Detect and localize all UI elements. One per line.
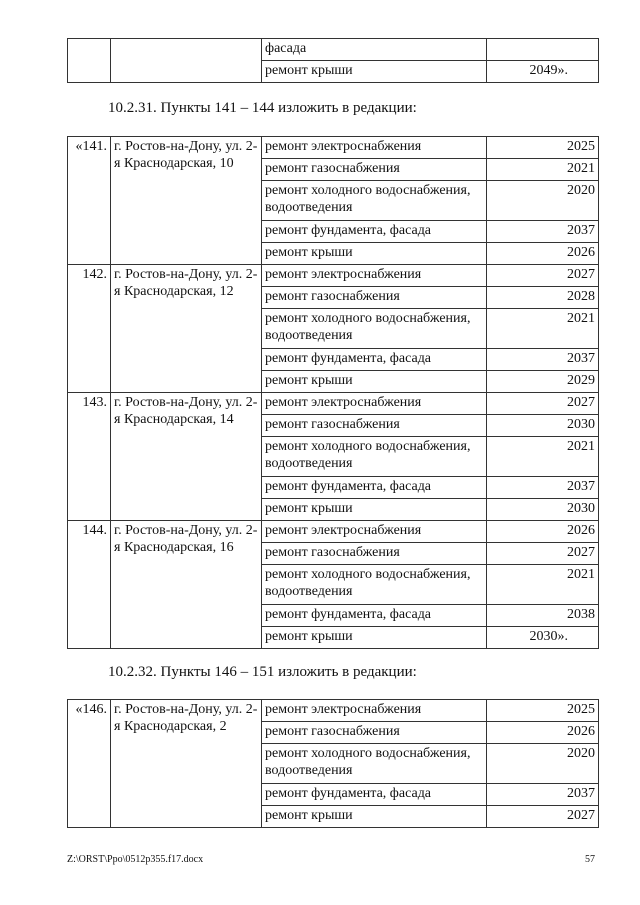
work-year: 2020 bbox=[487, 181, 599, 221]
table-row bbox=[68, 393, 599, 415]
work-year: 2027 bbox=[487, 543, 599, 565]
items-table-141-144 bbox=[67, 136, 599, 649]
work-year: 2027 bbox=[487, 806, 599, 828]
footer-page-number: 57 bbox=[585, 854, 595, 865]
paragraph-10-2-32: 10.2.32. Пункты 146 – 151 изложить в редакции: bbox=[108, 664, 417, 680]
item-address: г. Ростов-на-Дону, ул. 2-я Краснодарская, 10 bbox=[111, 137, 262, 265]
table-row bbox=[68, 137, 599, 159]
work-year: 2028 bbox=[487, 287, 599, 309]
work-year: 2030 bbox=[487, 499, 599, 521]
work-name: ремонт фундамента, фасада bbox=[262, 784, 487, 806]
work-name: ремонт холодного водоснабжения, водоотведения bbox=[262, 181, 487, 221]
work-name: ремонт газоснабжения bbox=[262, 159, 487, 181]
work-year: 2037 bbox=[487, 477, 599, 499]
item-address: г. Ростов-на-Дону, ул. 2-я Краснодарская, 14 bbox=[111, 393, 262, 521]
work-year: 2021 bbox=[487, 437, 599, 477]
items-table-146 bbox=[67, 699, 599, 828]
work-name: ремонт крыши bbox=[262, 243, 487, 265]
work-year: 2021 bbox=[487, 565, 599, 605]
work-cell: фасада bbox=[262, 39, 487, 61]
footer-file-path: Z:\ORST\Ppo\0512p355.f17.docx bbox=[67, 854, 204, 865]
work-name: ремонт крыши bbox=[262, 627, 487, 649]
work-year: 2026 bbox=[487, 521, 599, 543]
work-year: 2021 bbox=[487, 309, 599, 349]
year-cell bbox=[487, 39, 599, 61]
item-number: «141. bbox=[68, 137, 111, 265]
continuation-table bbox=[67, 38, 599, 83]
work-year: 2025 bbox=[487, 700, 599, 722]
work-name: ремонт электроснабжения bbox=[262, 265, 487, 287]
work-year: 2027 bbox=[487, 393, 599, 415]
work-name: ремонт электроснабжения bbox=[262, 700, 487, 722]
paragraph-10-2-31: 10.2.31. Пункты 141 – 144 изложить в редакции: bbox=[108, 100, 417, 116]
work-name: ремонт электроснабжения bbox=[262, 137, 487, 159]
work-name: ремонт холодного водоснабжения, водоотведения bbox=[262, 565, 487, 605]
work-name: ремонт газоснабжения bbox=[262, 415, 487, 437]
table-row bbox=[68, 521, 599, 543]
work-name: ремонт электроснабжения bbox=[262, 393, 487, 415]
work-year: 2021 bbox=[487, 159, 599, 181]
year-cell: 2049». bbox=[487, 61, 599, 83]
table-row bbox=[68, 39, 599, 61]
work-year: 2027 bbox=[487, 265, 599, 287]
table-row bbox=[68, 265, 599, 287]
work-name: ремонт крыши bbox=[262, 371, 487, 393]
work-name: ремонт фундамента, фасада bbox=[262, 605, 487, 627]
table-row bbox=[68, 700, 599, 722]
work-year: 2030». bbox=[487, 627, 599, 649]
work-year: 2037 bbox=[487, 221, 599, 243]
work-year: 2029 bbox=[487, 371, 599, 393]
work-name: ремонт холодного водоснабжения, водоотведения bbox=[262, 437, 487, 477]
item-address: г. Ростов-на-Дону, ул. 2-я Краснодарская, 12 bbox=[111, 265, 262, 393]
work-year: 2037 bbox=[487, 349, 599, 371]
work-name: ремонт холодного водоснабжения, водоотведения bbox=[262, 744, 487, 784]
work-year: 2026 bbox=[487, 243, 599, 265]
item-number: 144. bbox=[68, 521, 111, 649]
address-cell bbox=[111, 39, 262, 83]
work-name: ремонт фундамента, фасада bbox=[262, 477, 487, 499]
work-name: ремонт электроснабжения bbox=[262, 521, 487, 543]
work-year: 2038 bbox=[487, 605, 599, 627]
work-year: 2030 bbox=[487, 415, 599, 437]
item-number: 142. bbox=[68, 265, 111, 393]
num-cell bbox=[68, 39, 111, 83]
item-address: г. Ростов-на-Дону, ул. 2-я Краснодарская, 16 bbox=[111, 521, 262, 649]
work-name: ремонт холодного водоснабжения, водоотведения bbox=[262, 309, 487, 349]
work-name: ремонт газоснабжения bbox=[262, 287, 487, 309]
work-year: 2026 bbox=[487, 722, 599, 744]
work-name: ремонт газоснабжения bbox=[262, 722, 487, 744]
work-year: 2037 bbox=[487, 784, 599, 806]
work-name: ремонт газоснабжения bbox=[262, 543, 487, 565]
work-year: 2025 bbox=[487, 137, 599, 159]
work-name: ремонт крыши bbox=[262, 806, 487, 828]
item-number: 143. bbox=[68, 393, 111, 521]
item-address: г. Ростов-на-Дону, ул. 2-я Краснодарская, 2 bbox=[111, 700, 262, 828]
work-cell: ремонт крыши bbox=[262, 61, 487, 83]
work-year: 2020 bbox=[487, 744, 599, 784]
work-name: ремонт фундамента, фасада bbox=[262, 349, 487, 371]
work-name: ремонт крыши bbox=[262, 499, 487, 521]
item-number: «146. bbox=[68, 700, 111, 828]
work-name: ремонт фундамента, фасада bbox=[262, 221, 487, 243]
